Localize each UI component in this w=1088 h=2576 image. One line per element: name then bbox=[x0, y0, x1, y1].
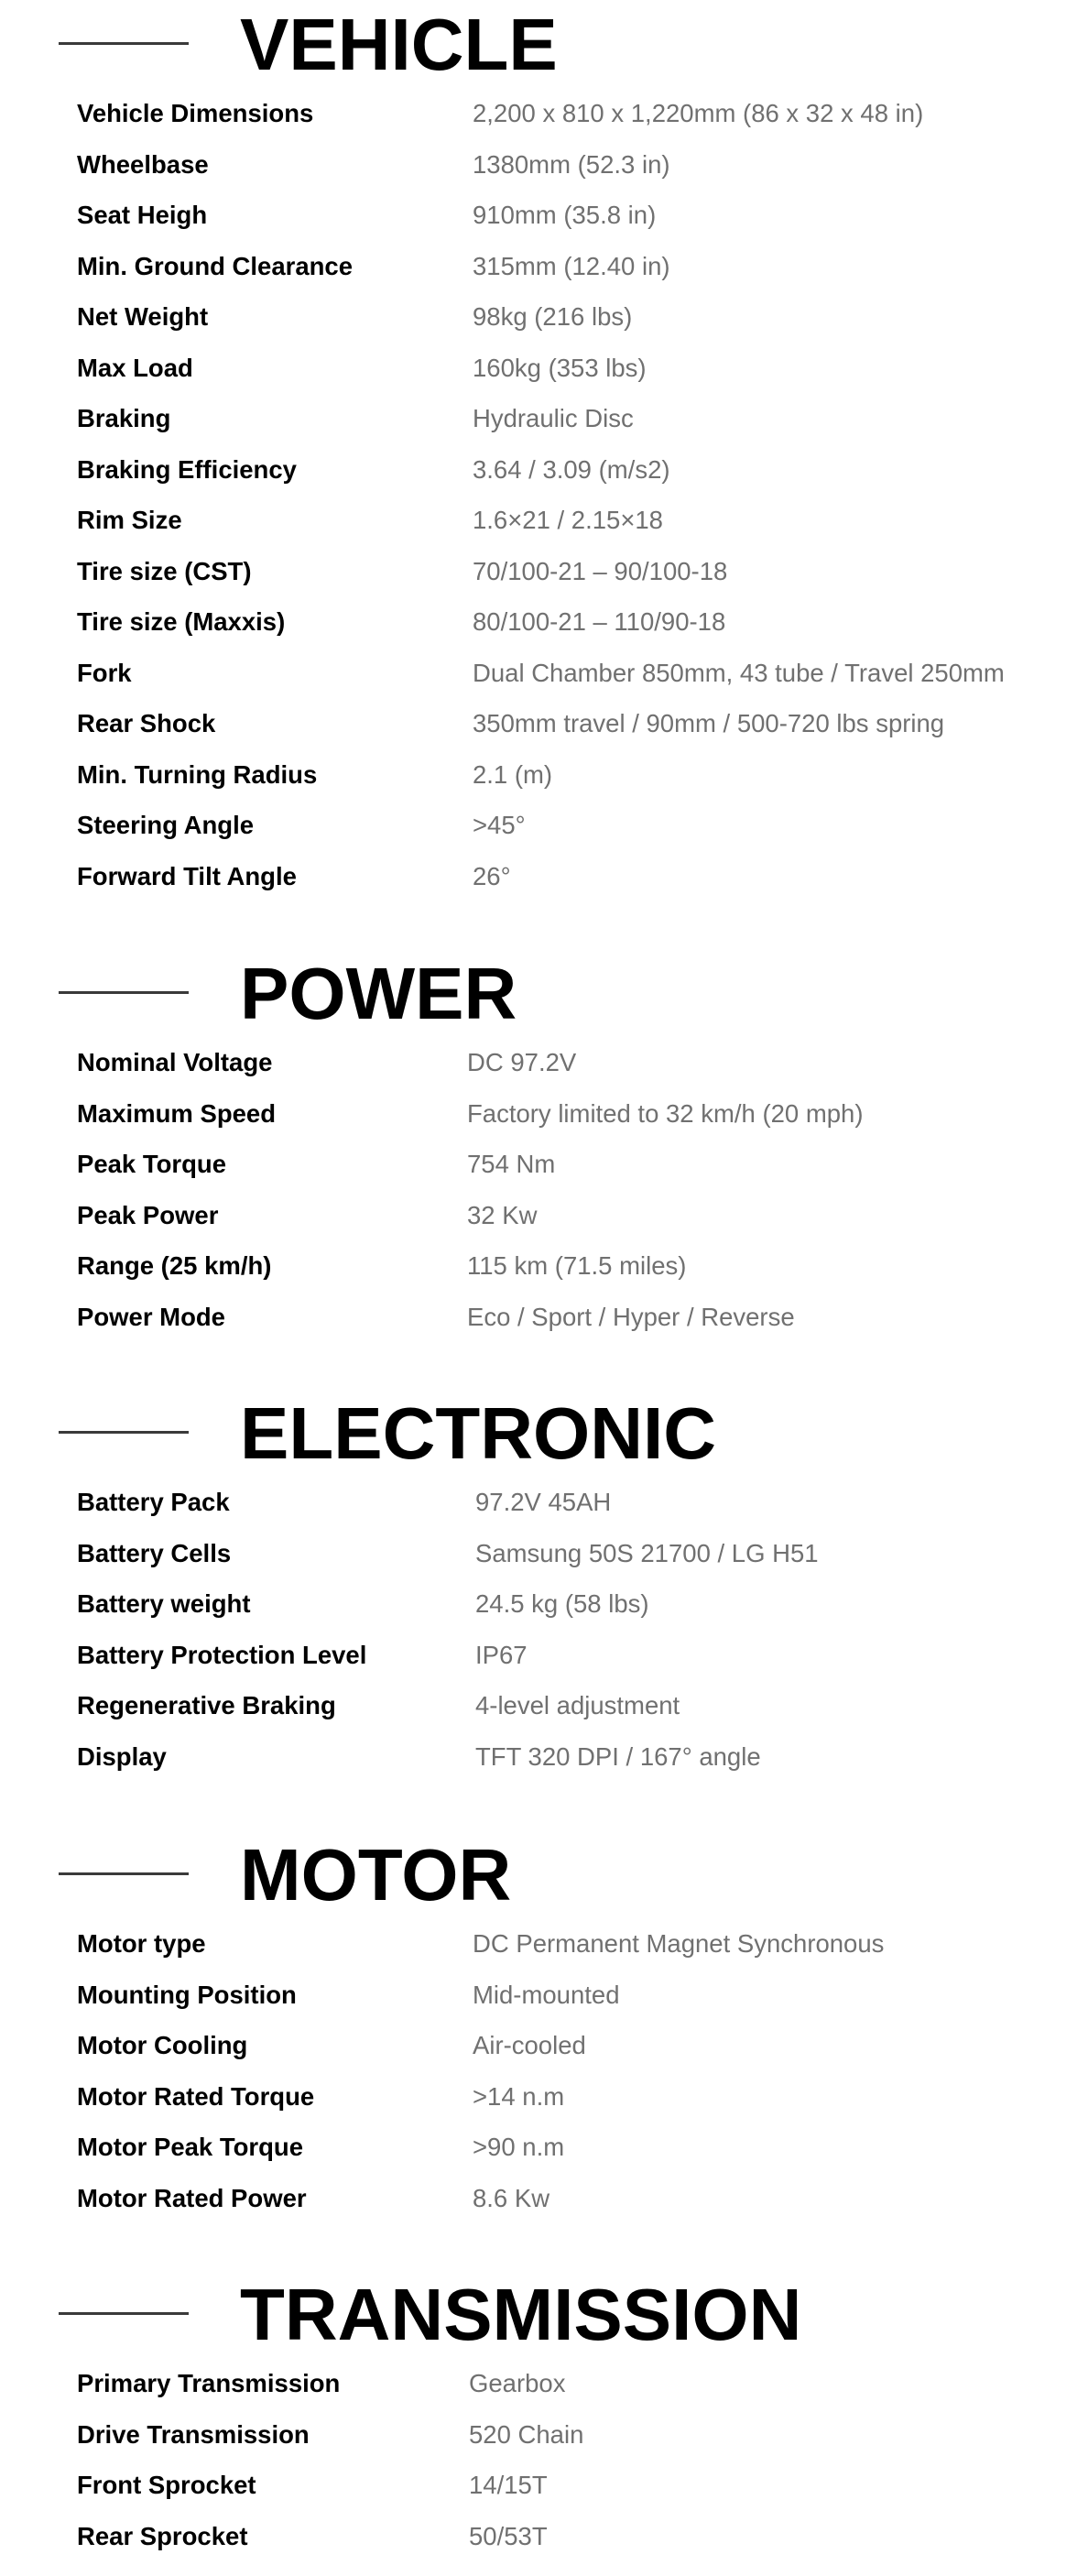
spec-label: Net Weight bbox=[77, 302, 209, 331]
spec-row bbox=[0, 1190, 1088, 1241]
spec-label: Nominal Voltage bbox=[77, 1048, 273, 1076]
spec-label: Braking Efficiency bbox=[77, 454, 297, 484]
section-divider-line bbox=[59, 1872, 189, 1875]
spec-label: Display bbox=[77, 1741, 167, 1771]
spec-label: Min. Turning Radius bbox=[77, 759, 318, 789]
spec-row bbox=[0, 190, 1088, 241]
spec-row bbox=[0, 1970, 1088, 2021]
spec-row bbox=[0, 139, 1088, 191]
spec-value: 315mm (12.40 in) bbox=[473, 251, 670, 280]
spec-value: IP67 bbox=[475, 1640, 528, 1669]
spec-value: 2,200 x 810 x 1,220mm (86 x 32 x 48 in) bbox=[473, 99, 924, 127]
section-title: VEHICLE bbox=[240, 4, 558, 85]
spec-label: Rear Shock bbox=[77, 709, 216, 737]
spec-row bbox=[0, 648, 1088, 699]
spec-label: Max Load bbox=[77, 353, 193, 382]
section-title: ELECTRONIC bbox=[240, 1392, 716, 1474]
spec-row bbox=[0, 88, 1088, 139]
spec-row bbox=[0, 1292, 1088, 1343]
spec-label: Motor type bbox=[77, 1929, 206, 1958]
spec-row bbox=[0, 596, 1088, 648]
spec-list bbox=[0, 1037, 1088, 1342]
spec-row bbox=[0, 2409, 1088, 2461]
spec-value: 24.5 kg (58 lbs) bbox=[475, 1589, 649, 1618]
spec-row bbox=[0, 2122, 1088, 2173]
spec-value: Hydraulic Disc bbox=[473, 404, 634, 432]
spec-row bbox=[0, 2358, 1088, 2409]
spec-value: Mid-mounted bbox=[473, 1980, 620, 2009]
spec-row bbox=[0, 1088, 1088, 1140]
spec-label: Front Sprocket bbox=[77, 2471, 256, 2499]
spec-label: Primary Transmission bbox=[77, 2369, 341, 2397]
spec-label: Min. Ground Clearance bbox=[77, 251, 354, 280]
spec-label: Tire size (CST) bbox=[77, 556, 252, 585]
spec-list bbox=[0, 88, 1088, 901]
spec-value: 910mm (35.8 in) bbox=[473, 201, 657, 229]
spec-row bbox=[0, 851, 1088, 902]
spec-value: Eco / Sport / Hyper / Reverse bbox=[467, 1302, 795, 1331]
spec-label: Steering Angle bbox=[77, 811, 255, 839]
spec-value: >45° bbox=[473, 811, 526, 839]
spec-row bbox=[0, 495, 1088, 546]
section-divider-line bbox=[59, 42, 189, 45]
spec-label: Motor Peak Torque bbox=[77, 2133, 304, 2161]
spec-value: 160kg (353 lbs) bbox=[473, 353, 647, 382]
spec-row bbox=[0, 2460, 1088, 2511]
spec-row bbox=[0, 749, 1088, 801]
spec-label: Rear Sprocket bbox=[77, 2521, 248, 2550]
spec-list bbox=[0, 1918, 1088, 2223]
spec-label: Mounting Position bbox=[77, 1980, 297, 2009]
spec-row bbox=[0, 444, 1088, 496]
spec-label: Fork bbox=[77, 658, 132, 687]
spec-label: Peak Power bbox=[77, 1200, 219, 1229]
spec-value: 115 km (71.5 miles) bbox=[467, 1251, 687, 1280]
spec-label: Power Mode bbox=[77, 1302, 225, 1331]
spec-value: 2.1 (m) bbox=[473, 759, 553, 789]
spec-row bbox=[0, 2511, 1088, 2562]
spec-row bbox=[0, 343, 1088, 394]
spec-value: 14/15T bbox=[469, 2471, 548, 2499]
spec-value: 8.6 Kw bbox=[473, 2183, 550, 2212]
spec-value: 520 Chain bbox=[469, 2419, 584, 2449]
section-title: TRANSMISSION bbox=[240, 2274, 802, 2355]
spec-value: 98kg (216 lbs) bbox=[473, 302, 633, 331]
spec-value: Factory limited to 32 km/h (20 mph) bbox=[467, 1098, 864, 1128]
spec-row bbox=[0, 291, 1088, 343]
spec-label: Forward Tilt Angle bbox=[77, 861, 297, 890]
spec-value: 32 Kw bbox=[467, 1200, 538, 1229]
spec-value: 50/53T bbox=[469, 2521, 548, 2550]
spec-row bbox=[0, 241, 1088, 292]
spec-value: 754 Nm bbox=[467, 1150, 556, 1178]
spec-list bbox=[0, 1477, 1088, 1782]
spec-row bbox=[0, 546, 1088, 597]
spec-row bbox=[0, 1528, 1088, 1579]
section-header bbox=[0, 949, 1088, 1034]
spec-value: 3.64 / 3.09 (m/s2) bbox=[473, 454, 670, 484]
spec-label: Rim Size bbox=[77, 506, 182, 534]
spec-row bbox=[0, 2020, 1088, 2071]
spec-row bbox=[0, 2071, 1088, 2123]
spec-label: Battery weight bbox=[77, 1589, 251, 1618]
spec-label: Battery Protection Level bbox=[77, 1640, 367, 1669]
spec-value: DC 97.2V bbox=[467, 1048, 577, 1076]
spec-row bbox=[0, 1680, 1088, 1731]
spec-value: Gearbox bbox=[469, 2369, 566, 2397]
spec-row bbox=[0, 2173, 1088, 2224]
spec-label: Battery Pack bbox=[77, 1488, 230, 1516]
spec-value: 4-level adjustment bbox=[475, 1691, 680, 1719]
spec-value: 350mm travel / 90mm / 500-720 lbs spring bbox=[473, 709, 945, 737]
spec-label: Wheelbase bbox=[77, 149, 209, 179]
spec-label: Range (25 km/h) bbox=[77, 1251, 272, 1280]
spec-row bbox=[0, 1139, 1088, 1190]
spec-row bbox=[0, 1037, 1088, 1088]
spec-label: Braking bbox=[77, 404, 171, 432]
spec-label: Seat Heigh bbox=[77, 201, 208, 229]
section-header bbox=[0, 0, 1088, 85]
spec-label: Vehicle Dimensions bbox=[77, 99, 314, 127]
spec-label: Motor Rated Power bbox=[77, 2183, 307, 2212]
spec-value: 97.2V 45AH bbox=[475, 1488, 612, 1516]
spec-value: DC Permanent Magnet Synchronous bbox=[473, 1929, 885, 1958]
section-header bbox=[0, 1830, 1088, 1916]
section-divider-line bbox=[59, 2312, 189, 2315]
spec-row bbox=[0, 1918, 1088, 1970]
spec-row bbox=[0, 1731, 1088, 1783]
spec-value: >90 n.m bbox=[473, 2133, 565, 2161]
spec-row bbox=[0, 393, 1088, 444]
spec-value: >14 n.m bbox=[473, 2081, 565, 2111]
spec-row bbox=[0, 1630, 1088, 1681]
spec-label: Battery Cells bbox=[77, 1538, 232, 1567]
spec-value: 80/100-21 – 110/90-18 bbox=[473, 607, 726, 636]
spec-value: 70/100-21 – 90/100-18 bbox=[473, 556, 728, 585]
section-divider-line bbox=[59, 1431, 189, 1434]
spec-label: Regenerative Braking bbox=[77, 1691, 336, 1719]
section-title: POWER bbox=[240, 953, 517, 1034]
section-divider-line bbox=[59, 991, 189, 994]
spec-row bbox=[0, 698, 1088, 749]
spec-label: Maximum Speed bbox=[77, 1098, 277, 1128]
spec-value: Air-cooled bbox=[473, 2031, 586, 2059]
spec-value: TFT 320 DPI / 167° angle bbox=[475, 1741, 761, 1771]
spec-label: Motor Rated Torque bbox=[77, 2081, 315, 2111]
spec-value: Dual Chamber 850mm, 43 tube / Travel 250mm bbox=[473, 658, 1005, 687]
spec-label: Motor Cooling bbox=[77, 2031, 248, 2059]
section-header bbox=[0, 1389, 1088, 1474]
spec-list bbox=[0, 2358, 1088, 2561]
spec-label: Drive Transmission bbox=[77, 2419, 310, 2449]
spec-value: 1.6×21 / 2.15×18 bbox=[473, 506, 663, 534]
spec-value: 26° bbox=[473, 861, 511, 890]
spec-row bbox=[0, 1578, 1088, 1630]
spec-value: 1380mm (52.3 in) bbox=[473, 149, 670, 179]
spec-row bbox=[0, 1477, 1088, 1528]
section-title: MOTOR bbox=[240, 1834, 512, 1916]
spec-label: Tire size (Maxxis) bbox=[77, 607, 286, 636]
spec-value: Samsung 50S 21700 / LG H51 bbox=[475, 1538, 819, 1567]
section-header bbox=[0, 2270, 1088, 2355]
spec-row bbox=[0, 800, 1088, 851]
spec-row bbox=[0, 1240, 1088, 1292]
spec-label: Peak Torque bbox=[77, 1150, 227, 1178]
